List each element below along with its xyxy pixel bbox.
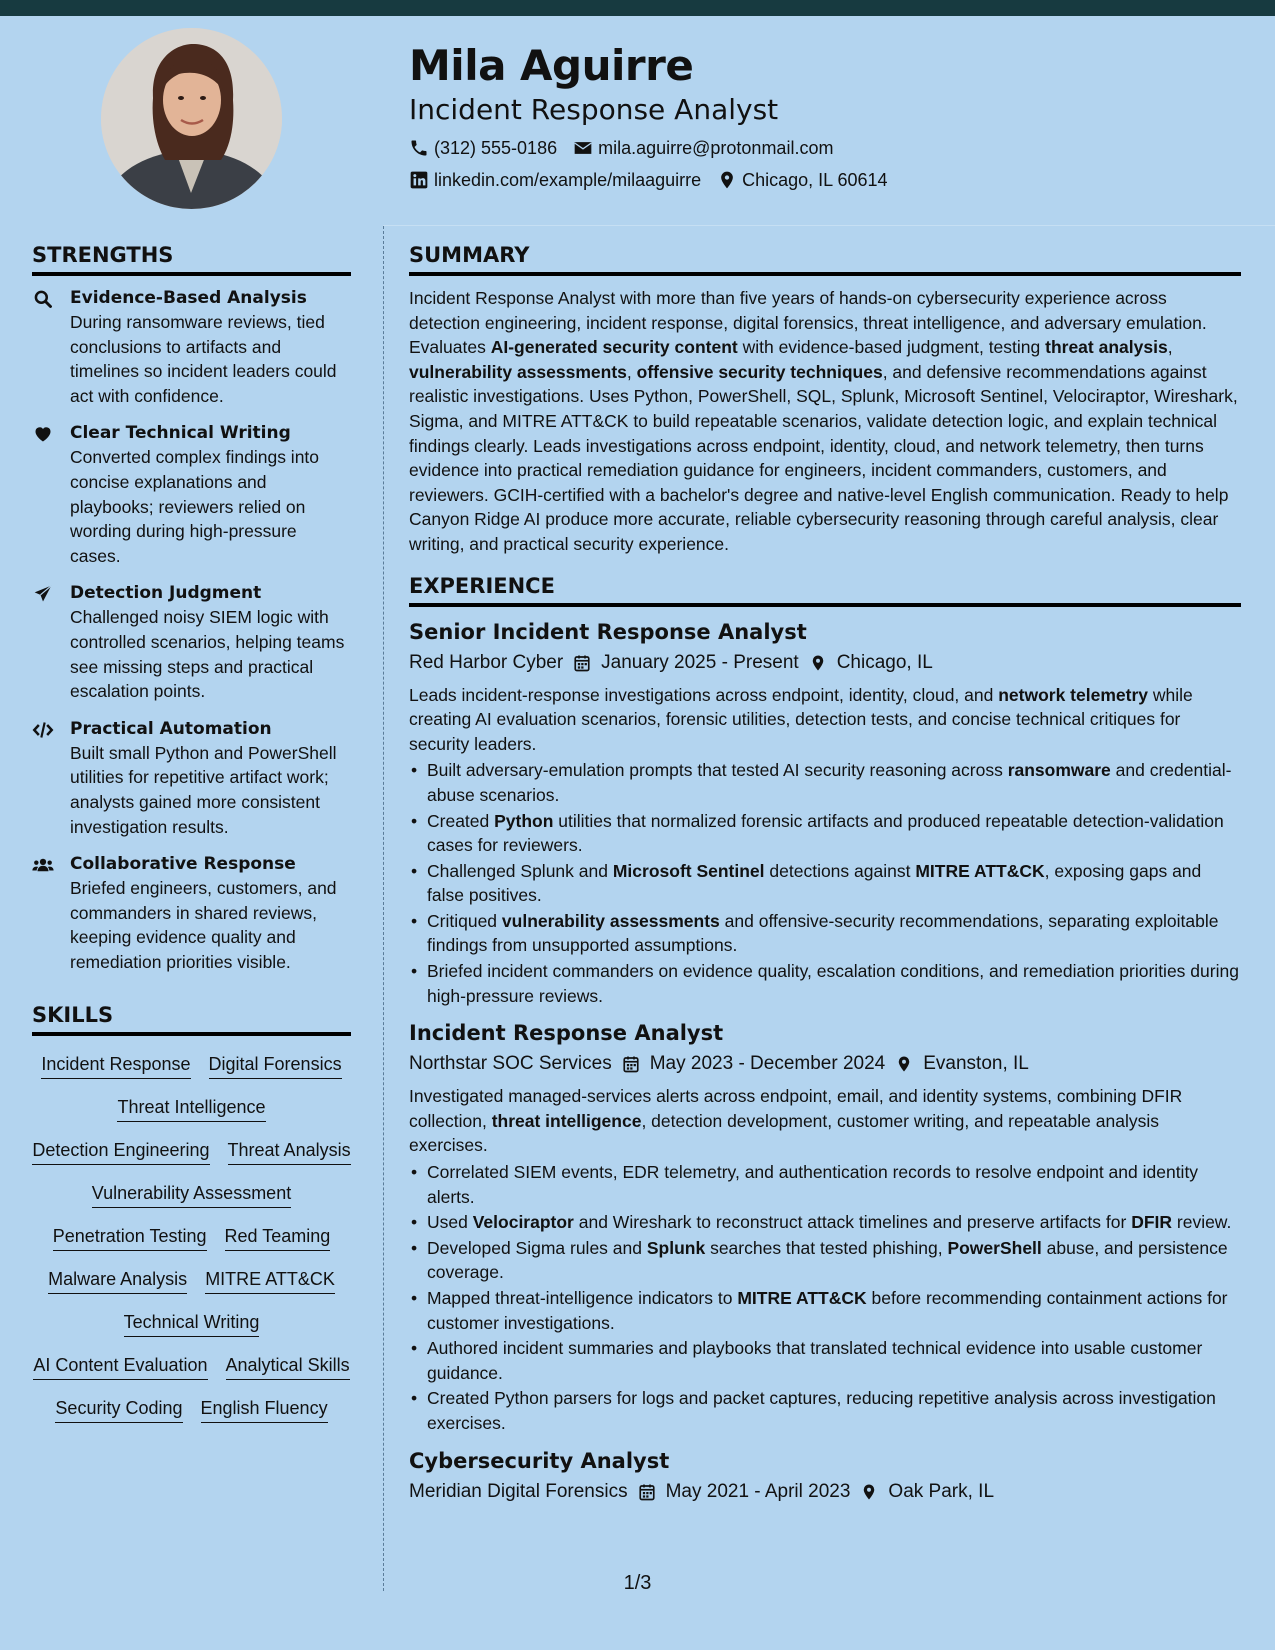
email-text: mila.aguirre@protonmail.com [598, 138, 834, 158]
job-company: Northstar SOC Services [409, 1053, 612, 1075]
skill-tag: Technical Writing [124, 1310, 260, 1337]
job-location: Oak Park, IL [888, 1480, 995, 1502]
bullet-item: • Created Python utilities that normalized forensic artifacts and produced repeatable detection-validation cases for reviewers. [409, 809, 1241, 858]
candidate-title: Incident Response Analyst [409, 93, 779, 126]
search-icon [32, 289, 54, 309]
skill-tag: Detection Engineering [32, 1138, 209, 1165]
contact-row-2 [409, 168, 1239, 192]
contact-linkedin[interactable] [409, 168, 701, 192]
job-meta [409, 1478, 1241, 1506]
contact-row-1 [409, 136, 1239, 160]
job-dates: January 2025 - Present [601, 651, 799, 673]
job-meta [409, 1050, 1241, 1078]
profile-photo [101, 28, 282, 209]
strength-desc: Converted complex findings into concise explanations and playbooks; reviewers relied on wording during high-pressure cases. [70, 447, 320, 566]
map-pin-icon [717, 170, 737, 190]
job-entry [409, 617, 1241, 1009]
strength-title: Practical Automation [70, 718, 272, 739]
job-location: Chicago, IL [836, 651, 933, 673]
bullet-item: • Created Python parsers for logs and packet captures, reducing repetitive analysis across investigation exercises. [409, 1386, 1241, 1435]
calendar-icon [622, 1054, 640, 1074]
job-meta [409, 649, 1241, 677]
skill-tag: Vulnerability Assessment [92, 1181, 291, 1208]
job-title: Senior Incident Response Analyst [409, 619, 807, 644]
phone-icon [409, 138, 429, 158]
contact-email[interactable] [573, 136, 833, 160]
strength-item [32, 581, 351, 703]
strength-title: Evidence-Based Analysis [70, 288, 307, 308]
skill-tag: MITRE ATT&CK [205, 1267, 335, 1294]
bullet-item: • Authored incident summaries and playbooks that translated technical evidence into usable customer guidance. [409, 1336, 1241, 1385]
strength-title: Detection Judgment [70, 583, 262, 604]
top-accent-bar [0, 0, 1275, 16]
calendar-icon [573, 653, 591, 673]
strength-desc: Built small Python and PowerShell utilities for repetitive artifact work; analysts gained more consistent investigation results. [70, 742, 337, 837]
page-number: 1/3 [623, 1572, 652, 1594]
map-pin-icon [809, 653, 827, 673]
bullet-item: • Briefed incident commanders on evidence quality, escalation conditions, and remediation priorities during high-pressure reviews. [409, 959, 1241, 1008]
job-location: Evanston, IL [923, 1053, 1029, 1075]
skill-tag: Penetration Testing [53, 1224, 207, 1251]
job-entry [409, 1446, 1241, 1506]
skills-list [32, 1052, 351, 1423]
job-company: Meridian Digital Forensics [409, 1480, 628, 1502]
right-column [409, 240, 1241, 1512]
skill-tag: Red Teaming [225, 1224, 331, 1251]
skill-tag: Digital Forensics [209, 1052, 342, 1079]
phone-text: (312) 555-0186 [434, 138, 558, 158]
strength-title: Collaborative Response [70, 854, 296, 875]
users-icon [32, 855, 54, 875]
job-intro: Leads incident-response investigations across endpoint, identity, cloud, and network telemetry while creating AI evaluation scenarios, forensic utilities, detection tests, and concise technical critiques for security leaders. [409, 684, 1193, 754]
experience-heading: EXPERIENCE [409, 571, 1241, 607]
strength-desc: Challenged noisy SIEM logic with controlled scenarios, helping teams see missing steps and practical escalation points. [70, 607, 345, 702]
map-pin-icon [860, 1482, 878, 1502]
envelope-icon [573, 138, 593, 158]
job-title: Cybersecurity Analyst [409, 1448, 670, 1473]
skill-tag: English Fluency [201, 1396, 328, 1423]
bullet-item: • Challenged Splunk and Microsoft Sentinel detections against MITRE ATT&CK, exposing gaps and false positives. [409, 859, 1241, 908]
skill-tag: Incident Response [41, 1052, 190, 1079]
strength-title: Clear Technical Writing [70, 423, 291, 444]
skill-tag: Threat Intelligence [117, 1095, 265, 1122]
job-dates: May 2023 - December 2024 [649, 1053, 886, 1075]
summary-paragraph: Incident Response Analyst with more than five years of hands-on cybersecurity experience across detection engineering, incident response, digital forensics, threat intelligence, and adversary emulation. Evaluates AI-generated security content with evidence-based judgment, testing threat analysis, vulnerability assessments, offensive security techniques, and defensive recommendations against realistic investigations. Uses Python, PowerShell, SQL, Splunk, Microsoft Sentinel, Velociraptor, Wireshark, Sigma, and MITRE ATT&CK to build repeatable scenarios, validate detection logic, and explain technical findings clearly. Leads investigations across endpoint, identity, cloud, and network telemetry, then turns evidence into practical remediation guidance for engineers, incident commanders, customers, and reviewers. GCIH-certified with a bachelor's degree and native-level English communication. Ready to help Canyon Ridge AI produce more accurate, reliable cybersecurity reasoning through careful analysis, clear writing, and practical security experience. [409, 288, 1238, 554]
resume-header [409, 40, 1239, 192]
header-divider [383, 225, 1275, 226]
skill-tag: Malware Analysis [48, 1267, 187, 1294]
map-pin-icon [895, 1054, 913, 1074]
skill-tag: Threat Analysis [228, 1138, 351, 1165]
bullet-item: • Correlated SIEM events, EDR telemetry, and authentication records to resolve endpoint and identity alerts. [409, 1160, 1241, 1209]
job-bullets [409, 758, 1241, 1008]
code-icon [32, 720, 54, 740]
contact-location [717, 168, 887, 192]
heart-icon [32, 424, 54, 444]
strength-desc: Briefed engineers, customers, and commanders in shared reviews, keeping evidence quality and remediation priorities visible. [70, 878, 337, 972]
strength-desc: During ransomware reviews, tied conclusions to artifacts and timelines so incident leaders could act with confidence. [70, 312, 337, 406]
skill-tag: AI Content Evaluation [33, 1353, 207, 1380]
job-title: Incident Response Analyst [409, 1021, 724, 1046]
left-column [32, 240, 351, 1423]
job-dates: May 2021 - April 2023 [665, 1480, 851, 1502]
bullet-item: • Used Velociraptor and Wireshark to reconstruct attack timelines and preserve artifacts for DFIR review. [409, 1210, 1241, 1235]
paper-plane-icon [32, 584, 54, 604]
bullet-item: • Critiqued vulnerability assessments and offensive-security recommendations, separating exploitable findings from unsupported assumptions. [409, 909, 1241, 958]
linkedin-icon [409, 170, 429, 190]
candidate-name: Mila Aguirre [409, 41, 694, 90]
job-entry [409, 1018, 1241, 1435]
calendar-icon [638, 1482, 656, 1502]
location-text: Chicago, IL 60614 [742, 170, 888, 190]
linkedin-text: linkedin.com/example/milaaguirre [434, 170, 702, 190]
job-intro: Investigated managed-services alerts across endpoint, email, and identity systems, combining DFIR collection, threat intelligence, detection development, customer writing, and repeatable analysis exercises. [409, 1086, 1183, 1156]
skills-heading: SKILLS [32, 1000, 351, 1036]
strength-item [32, 286, 351, 408]
strength-item [32, 852, 351, 974]
job-company: Red Harbor Cyber [409, 651, 564, 673]
strength-item [32, 421, 351, 568]
contact-phone[interactable] [409, 136, 557, 160]
summary-heading: SUMMARY [409, 240, 1241, 276]
skill-tag: Analytical Skills [226, 1353, 350, 1380]
column-divider [383, 226, 384, 1591]
bullet-item: • Developed Sigma rules and Splunk searches that tested phishing, PowerShell abuse, and persistence coverage. [409, 1236, 1241, 1285]
strengths-heading: STRENGTHS [32, 240, 351, 276]
bullet-item: • Built adversary-emulation prompts that tested AI security reasoning across ransomware and credential-abuse scenarios. [409, 758, 1241, 807]
bullet-item: • Mapped threat-intelligence indicators to MITRE ATT&CK before recommending containment actions for customer investigations. [409, 1286, 1241, 1335]
skill-tag: Security Coding [55, 1396, 182, 1423]
job-bullets [409, 1160, 1241, 1436]
strength-item [32, 717, 351, 839]
